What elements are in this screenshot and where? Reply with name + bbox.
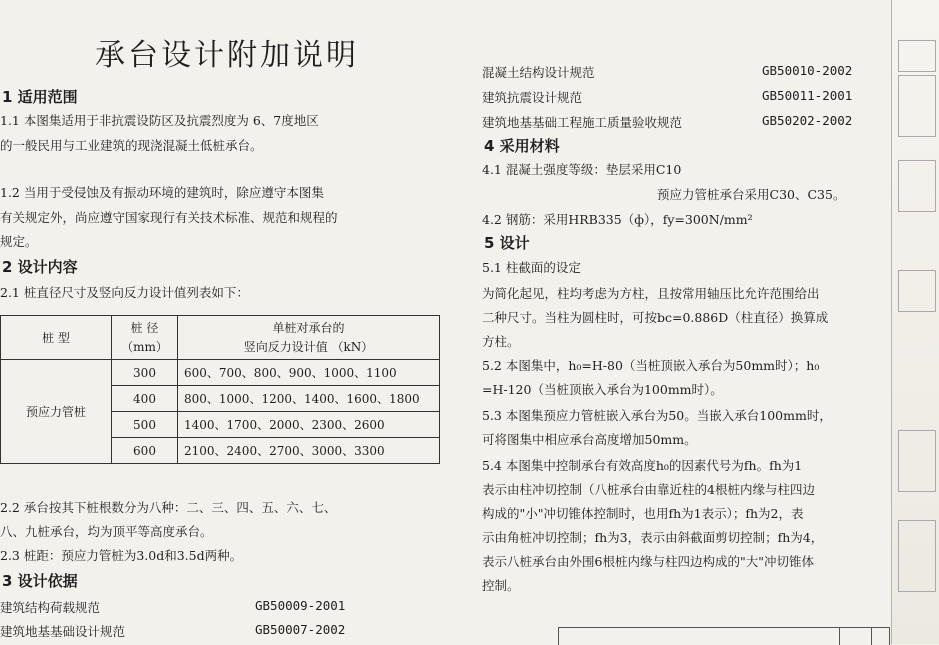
spec-code: GB50010-2002 (762, 63, 853, 78)
spec-item (482, 88, 882, 106)
table-header-diameter (112, 316, 178, 360)
pile-capacity-table (0, 315, 440, 464)
edge-table-box (898, 160, 936, 212)
section-2-1-text: 2.1 桩直径尺寸及竖向反力设计值列表如下： (0, 285, 249, 300)
left-column (0, 0, 462, 644)
table-header-load (178, 316, 440, 360)
section-2-2-line-1: 2.2 承台按其下桩根数分为八种：二、三、四、五、六、七、 (0, 500, 337, 515)
loads-cell: 1400、1700、2000、2300、2600 (178, 412, 440, 438)
pile-type-cell: 预应力管桩 (1, 360, 112, 464)
section-5-4-line-5: 表示八桩承台由外围6根桩内缘与柱四边构成的"大"冲切锥体 (482, 554, 814, 569)
section-2-2-line-2: 八、九桩承台，均为顶平等高度承台。 (0, 524, 213, 539)
header-diameter-line-1: 桩 径 (130, 320, 159, 335)
edge-table-box (898, 75, 936, 137)
diameter-cell: 600 (112, 438, 178, 464)
section-3-heading: 3 设计依据 (2, 572, 78, 590)
table-header-pile-type (1, 316, 112, 360)
spec-code: GB50202-2002 (762, 113, 853, 128)
section-1-1-line-1: 1.1 本图集适用于非抗震设防区及抗震烈度为 6、7度地区 (0, 113, 319, 128)
section-5-1-title: 5.1 柱截面的设定 (482, 260, 581, 275)
section-1-2-line-1: 1.2 当用于受侵蚀及有振动环境的建筑时，除应遵守本图集 (0, 185, 324, 200)
loads-cell: 600、700、800、900、1000、1100 (178, 360, 440, 386)
header-load-line-1: 单桩对承台的 (272, 320, 345, 335)
edge-table-box (898, 270, 936, 312)
diameter-cell: 300 (112, 360, 178, 386)
title-block-divider (839, 628, 840, 645)
header-diameter-line-2: （mm） (121, 339, 168, 354)
section-5-1-body-2: 二种尺寸。当柱为圆柱时，可按bc=0.886D（柱直径）换算成 (482, 310, 829, 325)
spec-item (0, 598, 440, 616)
section-5-4-line-1: 5.4 本图集中控制承台有效高度h₀的因素代号为fh。fh为1 (482, 458, 803, 473)
section-4-2-text: 4.2 钢筋：采用HRB335（ф），fy=300N/mm² (482, 212, 753, 227)
section-5-1-body-3: 方柱。 (482, 334, 520, 349)
spec-name: 建筑抗震设计规范 (482, 90, 583, 105)
section-5-4-line-6: 控制。 (482, 578, 520, 593)
header-pile-type-text: 桩 型 (42, 331, 70, 345)
title-block-frame (558, 627, 890, 645)
section-1-heading: 1 适用范围 (2, 88, 78, 106)
spec-item (0, 622, 440, 640)
section-5-2-line-2: =H-120（当桩顶嵌入承台为100mm时）。 (482, 382, 723, 397)
diameter-cell: 400 (112, 386, 178, 412)
section-5-1-body-1: 为简化起见，柱均考虑为方柱，且按常用轴压比允许范围给出 (482, 286, 820, 301)
spec-code: GB50011-2001 (762, 88, 853, 103)
page-title: 承台设计附加说明 (95, 38, 359, 73)
adjacent-page-edge (891, 0, 939, 644)
title-block-divider (871, 628, 872, 645)
section-4-heading: 4 采用材料 (484, 137, 560, 155)
spec-code: GB50007-2002 (255, 622, 346, 637)
table-row (1, 360, 440, 386)
section-5-4-line-4: 示由角桩冲切控制；fh为3，表示由斜截面剪切控制；fh为4， (482, 530, 824, 545)
section-2-3-text: 2.3 桩距：预应力管桩为3.0d和3.5d两种。 (0, 548, 243, 563)
loads-cell: 2100、2400、2700、3000、3300 (178, 438, 440, 464)
edge-table-box (898, 430, 936, 492)
section-1-2-line-3: 规定。 (0, 234, 38, 249)
section-5-heading: 5 设计 (484, 234, 530, 252)
diameter-cell: 500 (112, 412, 178, 438)
section-1-1-line-2: 的一般民用与工业建筑的现浇混凝土低桩承台。 (0, 138, 263, 153)
section-1-2-line-2: 有关规定外，尚应遵守国家现行有关技术标准、规范和规程的 (0, 210, 338, 225)
section-4-1-line-2: 预应力管桩承台采用C30、C35。 (657, 187, 846, 202)
spec-item (482, 63, 882, 81)
section-2-heading: 2 设计内容 (2, 258, 78, 276)
spec-name: 建筑结构荷载规范 (0, 600, 101, 615)
edge-table-box (898, 40, 936, 72)
section-5-3-line-2: 可将图集中相应承台高度增加50mm。 (482, 432, 697, 447)
section-5-4-line-3: 构成的"小"冲切锥体控制时，也用fh为1表示）；fh为2，表 (482, 506, 804, 521)
spec-name: 混凝土结构设计规范 (482, 65, 595, 80)
section-5-4-line-2: 表示由柱冲切控制（八桩承台由靠近柱的4根桩内缘与柱四边 (482, 482, 815, 497)
header-load-line-2: 竖向反力设计值 （kN） (243, 339, 374, 354)
section-5-3-line-1: 5.3 本图集预应力管桩嵌入承台为50。当嵌入承台100mm时， (482, 408, 832, 423)
loads-cell: 800、1000、1200、1400、1600、1800 (178, 386, 440, 412)
spec-item (482, 113, 882, 131)
spec-name: 建筑地基基础工程施工质量验收规范 (482, 115, 683, 130)
section-5-2-line-1: 5.2 本图集中，h₀=H-80（当桩顶嵌入承台为50mm时）；h₀ (482, 358, 820, 373)
right-column (482, 0, 892, 644)
edge-table-box (898, 520, 936, 592)
section-4-1-line-1: 4.1 混凝土强度等级：垫层采用C10 (482, 162, 682, 177)
spec-code: GB50009-2001 (255, 598, 346, 613)
spec-name: 建筑地基基础设计规范 (0, 624, 126, 639)
